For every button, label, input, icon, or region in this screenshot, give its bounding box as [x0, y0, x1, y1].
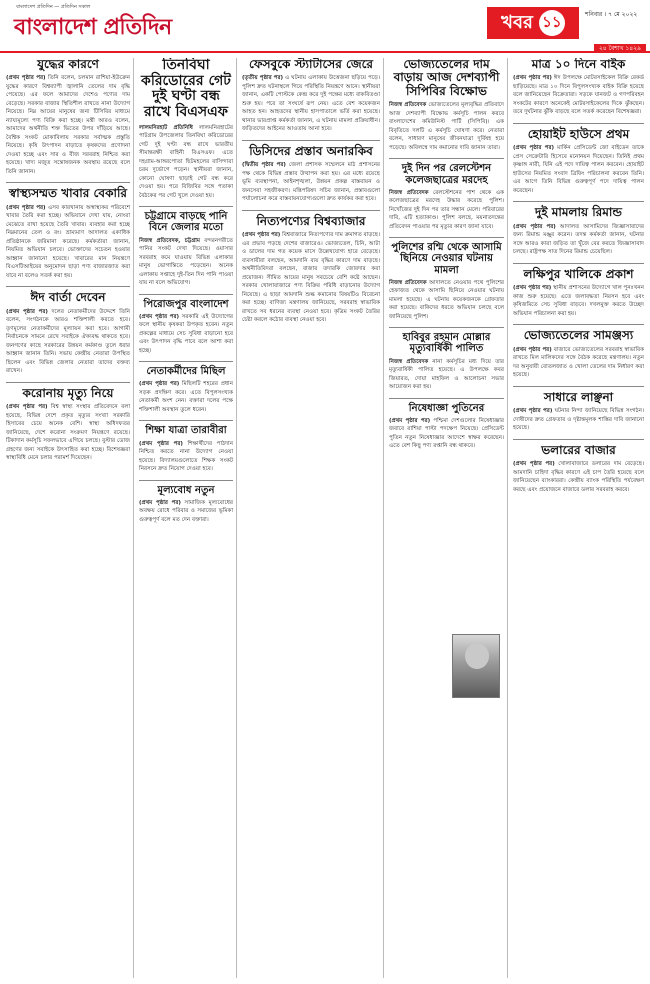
article-headline[interactable]: ঈদ বার্তা দেবেন — [30, 290, 106, 305]
article-headline[interactable]: নিষেধাজ্ঞা পুতিনের — [408, 402, 485, 414]
dateline: শনিবার । ৭ মে ২০২২ — [585, 11, 638, 18]
article-text: শিক্ষার্থীদের পাঠদান নিশ্চিত করতে নানা উদ্যোগ নেওয়া হয়েছে। বিদ্যালয়গুলোতে শিক্ষক সংকট নিরসনে দ্রুত নিয়োগ দেওয়া হবে। — [139, 440, 233, 473]
article-byline: (প্রথম পৃষ্ঠার পর) — [513, 145, 554, 152]
article-byline: নিজস্ব প্রতিবেদক — [389, 279, 427, 286]
article-byline: (প্রথম পৃষ্ঠার পর) — [513, 285, 552, 292]
article-headline[interactable]: হোয়াইট হাউসে প্রথম — [527, 126, 630, 141]
article-body — [513, 407, 644, 433]
article-body — [6, 204, 130, 281]
story-divider — [139, 480, 233, 481]
story-divider — [242, 140, 380, 141]
news-article[interactable] — [139, 299, 233, 356]
article-body — [513, 74, 644, 117]
article-headline[interactable]: নিত্যপণ্যের বিশ্বব্যাজার — [256, 213, 366, 228]
article-byline: (প্রথম পৃষ্ঠার পর) — [6, 75, 46, 82]
story-divider — [513, 201, 644, 202]
masthead — [0, 0, 650, 52]
article-headline[interactable]: মাত্র ১০ দিনে বাইক — [531, 58, 626, 71]
article-byline: (প্রথম পৃষ্ঠার পর) — [139, 313, 180, 320]
article-text: খোলাবাজারে ডলারের দাম বেড়েছে। আমদানি চাহিদা বৃদ্ধির কারণে এই চাপ তৈরি হয়েছে বলে জানিয়েছেন ব্যাংকাররা। কেন্দ্রীয় ব্যাংক পরিস্থিতি পর্যবেক্ষণ করছে এবং প্রয়োজনে বাজারে ডলার সরবরাহ করবে। — [513, 461, 644, 493]
story-divider — [389, 237, 504, 238]
article-headline[interactable]: সাধারে লাঞ্ছনা — [543, 389, 614, 404]
story-divider — [389, 158, 504, 159]
article-byline: (প্রথম পৃষ্ঠার পর) — [513, 223, 556, 230]
article-headline[interactable]: লক্ষিপুর খালিকে প্রকাশ — [523, 266, 634, 281]
article-byline: (তৃতীয় পৃষ্ঠার পর) — [242, 75, 284, 82]
story-divider — [242, 210, 380, 211]
news-article[interactable] — [513, 58, 644, 117]
article-body — [513, 144, 644, 195]
article-headline[interactable]: ভোজ্যতেলের সামঞ্জস্য — [523, 328, 634, 343]
news-article[interactable] — [6, 58, 130, 176]
article-body — [139, 124, 233, 201]
article-body — [242, 161, 380, 204]
article-body — [139, 237, 233, 288]
article-body — [389, 189, 504, 232]
news-article[interactable] — [139, 211, 233, 287]
article-headline[interactable]: যুদ্ধের কারণে — [37, 58, 99, 71]
article-body — [242, 231, 380, 325]
story-divider — [513, 324, 644, 325]
article-text: ভোজ্যতেলের মূল্যবৃদ্ধির প্রতিবাদে আজ দেশব্যাপী বিক্ষোভ কর্মসূচি পালন করবে বাংলাদেশের কমিউনিস্ট পার্টি (সিপিবি)। এক বিবৃতিতে দলটি এ কর্মসূচি ঘোষণা করে। নেতারা বলেন, সাধারণ মানুষের জীবনযাত্রা দুর্বিষহ হয়ে পড়েছে। অবিলম্বে দাম কমানোর দাবি জানান তারা। — [389, 102, 504, 151]
article-headline[interactable]: চট্টগ্রামে বাড়ছে পানি বিনে জেলার মতো — [144, 211, 228, 234]
article-body — [139, 380, 233, 414]
article-text: আদালতে নেওয়ার পথে পুলিশের হেফাজত থেকে আসামি ছিনিয়ে নেওয়ার ঘটনায় মামলা হয়েছে। এ ঘটনায় কয়েকজনকে গ্রেফতার করা হয়েছে। বাকিদের ধরতে অভিযান চলছে বলে জানিয়েছে পুলিশ। — [389, 279, 504, 320]
article-text: ঘটনার নিন্দা জানিয়েছে বিভিন্ন সংগঠন। দোষীদের দ্রুত গ্রেফতার ও দৃষ্টান্তমূলক শাস্তির দাবি জানানো হয়েছে। — [513, 408, 644, 432]
tagline: বাংলাদেশ প্রতিদিন — প্রতিদিন সকাল — [16, 4, 91, 10]
date-bar — [0, 44, 650, 53]
article-headline[interactable]: দুই মামলায় রিমান্ড — [535, 205, 622, 220]
article-body — [139, 313, 233, 356]
story-divider — [139, 206, 233, 207]
news-article[interactable] — [139, 366, 233, 414]
news-article[interactable] — [513, 206, 644, 256]
article-text: বাজারে ভোজ্যতেলের সরবরাহ স্বাভাবিক রাখতে মিল মালিকদের সঙ্গে বৈঠক করেছে মন্ত্রণালয়। নতুন দর অনুযায়ী বোতলজাত ও খোলা তেলের দাম নির্ধারণ করা হয়েছে। — [513, 346, 644, 379]
article-text: এ ঘটনায় এলাকায় উত্তেজনা ছড়িয়ে পড়ে। পুলিশ দ্রুত ঘটনাস্থলে গিয়ে পরিস্থিতি নিয়ন্ত্রণে আনে। স্থানীয়রা জানান, একটি পোস্টকে কেন্দ্র করে দুই পক্ষের মধ্যে বাকবিতণ্ডা শুরু হয়। পরে তা সংঘর্ষে রূপ নেয়। এতে বেশ কয়েকজন আহত হন। আহতদের স্থানীয় হাসপাতালে ভর্তি করা হয়েছে। থানার ভারপ্রাপ্ত কর্মকর্তা জানান, এ ঘটনায় মামলা প্রক্রিয়াধীন। জড়িতদের আইনের আওতায় আনা হবে। — [242, 75, 380, 133]
article-text: বিশ্ববাজারে নিত্যপণ্যের দাম ক্রমাগত বাড়ছে। এর প্রভাব পড়ছে দেশের বাজারেও। ভোজ্যতেল, চিনি, আটা ও ডালের দাম গত কয়েক মাসে উল্লেখযোগ্য হারে বেড়েছে। ব্যবসায়ীরা বলছেন, আমদানি ব্যয় বৃদ্ধির কারণে দাম বাড়ছে। অর্থনীতিবিদরা বলছেন, বাজার তদারকি জোরদার করা প্রয়োজন। সীমিত আয়ের মানুষ সবচেয়ে বেশি কষ্টে আছেন। সরকার খোলাবাজারে পণ্য বিক্রির পরিধি বাড়ানোর উদ্যোগ নিয়েছে। এ ছাড়া আমদানি শুল্ক কমানোর বিষয়টিও বিবেচনা করা হচ্ছে। বাণিজ্য মন্ত্রণালয় জানিয়েছে, সরবরাহ স্বাভাবিক রাখতে সব ধরনের ব্যবস্থা নেওয়া হবে। কৃত্রিম সংকট তৈরির চেষ্টা করলে কঠোর ব্যবস্থা নেওয়া হবে। — [242, 232, 380, 324]
news-article[interactable] — [513, 268, 644, 318]
news-article[interactable] — [139, 485, 233, 525]
news-article[interactable] — [139, 58, 233, 200]
article-byline: (প্রথম পৃষ্ঠার পর) — [242, 232, 281, 239]
column-4 — [389, 58, 504, 980]
news-article[interactable] — [242, 215, 380, 325]
article-byline: (প্রথম পৃষ্ঠার পর) — [6, 404, 48, 411]
article-byline: নিজস্ব প্রতিবেদক, চট্টগ্রাম — [139, 237, 200, 244]
story-divider — [6, 286, 130, 287]
article-text: রেলস্টেশনের পাশ থেকে এক কলেজছাত্রের মরদেহ উদ্ধার করেছে পুলিশ। নিখোঁজের দুই দিন পর তার সন্ধান মেলে। পরিবারের দাবি, এটি হত্যাকাণ্ড। পুলিশ বলছে, ময়নাতদন্তের প্রতিবেদন পাওয়ার পর মৃত্যুর কারণ জানা যাবে। — [389, 189, 504, 230]
footer — [0, 978, 650, 984]
news-article[interactable] — [6, 187, 130, 280]
column-2 — [139, 58, 233, 980]
column-rule — [507, 58, 508, 978]
column-rule — [383, 58, 384, 978]
article-byline: (প্রথম পৃষ্ঠার পর) — [6, 204, 46, 211]
article-body — [513, 284, 644, 318]
news-article[interactable] — [513, 444, 644, 494]
article-headline[interactable]: ভোজ্যতেলের দাম বাড়ায় আজ দেশব্যাপী সিপিবির বিক্ষোভ — [393, 58, 500, 98]
article-body — [389, 358, 504, 392]
article-byline: নিজস্ব প্রতিবেদক — [389, 189, 429, 196]
column-rule — [236, 58, 237, 978]
article-byline: (প্রথম পৃষ্ঠার পর) — [513, 75, 552, 82]
article-text: আদালত আসামিদের জিজ্ঞাসাবাদের জন্য রিমান্ড মঞ্জুর করেন। তদন্ত কর্মকর্তা জানান, ঘটনার সঙ্গে আরও কারা জড়িত তা খুঁজে বের করতে জিজ্ঞাসাবাদ চলছে। রাষ্ট্রপক্ষ সাত দিনের রিমান্ড চেয়েছিল। — [513, 223, 644, 256]
article-headline[interactable]: শিক্ষা যাত্রা তারাবীরা — [145, 425, 227, 437]
column-5 — [513, 58, 644, 980]
story-divider — [6, 182, 130, 183]
article-body — [389, 417, 504, 451]
article-text: দলের নেতাকর্মীদের উদ্দেশে তিনি বলেন, সংগঠনকে আরও শক্তিশালী করতে হবে। তৃণমূলের নেতাকর্মীদের মূল্যায়ন করা হবে। আগামী নির্বাচনকে সামনে রেখে সবাইকে ঐক্যবদ্ধ থাকতে হবে। জনগণের কাছে সরকারের উন্নয়ন কর্মকাণ্ড তুলে ধরার আহ্বান জানান তিনি। সভায় কেন্দ্রীয় নেতারা উপস্থিত ছিলেন এবং বিভিন্ন জেলার নেতারা তাদের বক্তব্য রাখেন। — [6, 308, 130, 375]
article-text: বন্দরনগরীতে পানির সংকট দেখা দিয়েছে। ওয়াসার সরবরাহ কমে যাওয়ায় বিভিন্ন এলাকার মানুষ ভোগান্তিতে পড়েছেন। অনেক এলাকায় সপ্তাহে দুই-তিন দিন পানি পাওয়া যায় না বলে অভিযোগ। — [139, 237, 233, 287]
news-article[interactable] — [242, 58, 380, 134]
column-3 — [242, 58, 380, 980]
article-byline: (প্রথম পৃষ্ঠার পর) — [389, 417, 431, 424]
article-byline: (প্রথম পৃষ্ঠার পর) — [513, 346, 552, 353]
news-article[interactable] — [389, 58, 504, 152]
article-text: পশ্চিমা দেশগুলোর নিষেধাজ্ঞার জবাবে রাশিয়া পাল্টা পদক্ষেপ নিয়েছে। প্রেসিডেন্ট পুতিন নতুন নিষেধাজ্ঞার আদেশে স্বাক্ষর করেছেন। এতে বেশ কিছু পণ্য রপ্তানি বন্ধ থাকবে। — [389, 417, 504, 450]
article-byline: (প্রথম পৃষ্ঠার পর) — [6, 308, 48, 315]
section-badge — [487, 7, 579, 39]
article-body — [139, 499, 233, 525]
column-rule — [133, 58, 134, 978]
article-byline: লালমনিরহাট প্রতিনিধি — [139, 124, 193, 131]
bengali-date: ২৪ বৈশাখ ১৪২৯ — [594, 44, 646, 53]
news-article[interactable] — [389, 242, 504, 321]
news-article[interactable] — [242, 145, 380, 204]
article-text: ঈদ উপলক্ষে মোটরসাইকেল বিক্রি রেকর্ড ছাড়িয়েছে। মাত্র ১০ দিনে বিপুলসংখ্যক বাইক বিক্রি হয়েছে বলে জানিয়েছেন বিক্রেতারা। সড়কে যানজট ও গণপরিবহন সংকটের কারণে অনেকেই মোটরসাইকেলের দিকে ঝুঁকছেন। তবে দুর্ঘটনার ঝুঁকি বাড়ছে বলে সতর্ক করেছেন বিশেষজ্ঞরা। — [513, 75, 644, 116]
article-body — [513, 460, 644, 494]
article-byline: (প্রথম পৃষ্ঠার পর) — [139, 440, 183, 447]
column-1 — [6, 58, 130, 980]
article-byline: (প্রথম পৃষ্ঠার পর) — [139, 381, 180, 388]
article-headline[interactable]: দুই দিন পর রেলস্টেশন কলেজছাত্রের মরদেহ — [401, 163, 492, 186]
page-number: ১১ — [539, 10, 565, 36]
section-name: খবর — [501, 11, 533, 33]
story-divider — [139, 420, 233, 421]
article-text: মিছিলটি শহরের প্রধান সড়ক প্রদক্ষিণ করে। এতে বিপুলসংখ্যক নেতাকর্মী অংশ নেন। বক্তারা দলের পক্ষে শক্তিশালী অবস্থান তুলে ধরেন। — [139, 381, 233, 413]
article-body — [242, 74, 380, 134]
article-text: সরকারি এই উদ্যোগের ফলে স্থানীয় কৃষকরা উপকৃত হবেন। নতুন প্রকল্পের মাধ্যমে সেচ সুবিধা বাড়ানো হবে এবং উৎপাদন বৃদ্ধি পাবে বলে আশা করা হচ্ছে। — [139, 313, 233, 354]
story-divider — [6, 382, 130, 383]
article-byline: (প্রথম পৃষ্ঠার পর) — [513, 461, 555, 468]
news-article[interactable] — [513, 128, 644, 195]
article-text: মার্কিন প্রেসিডেন্ট জো বাইডেন তাকে প্রেস সেক্রেটারি হিসেবে মনোনয়ন দিয়েছেন। তিনিই প্রথম কৃষ্ণাঙ্গ নারী, যিনি এই পদে দায়িত্ব পালন করবেন। হোয়াইট হাউসের নিয়মিত সংবাদ ব্রিফিং পরিচালনা করবেন তিনি। এর আগে তিনি বিভিন্ন গুরুত্বপূর্ণ পদে দায়িত্ব পালন করেছেন। — [513, 145, 644, 194]
article-headline[interactable]: পিরোজপুর বাংলাদেশ — [143, 298, 229, 310]
news-article[interactable] — [513, 391, 644, 433]
story-divider — [139, 294, 233, 295]
portrait-photo — [452, 634, 500, 698]
article-text: নানা কর্মসূচির মধ্য দিয়ে তার মৃত্যুবার্ষিকী পালিত হয়েছে। এ উপলক্ষে কবর জিয়ারত, দোয়া মাহফিল ও আলোচনা সভার আয়োজন করা হয়। — [389, 358, 504, 391]
article-byline: নিজস্ব প্রতিবেদক — [389, 102, 427, 109]
article-byline: (দ্বিতীয় পৃষ্ঠার পর) — [242, 162, 286, 169]
story-divider — [389, 327, 504, 328]
news-article[interactable] — [389, 332, 504, 391]
story-divider — [389, 398, 504, 399]
article-headline[interactable]: করোনায় মৃত্যু নিয়ে — [22, 385, 114, 400]
story-divider — [513, 123, 644, 124]
article-body — [6, 308, 130, 376]
article-text: সামাজিক মূল্যবোধের অবক্ষয় রোধে পরিবার ও সমাজের ভূমিকা গুরুত্বপূর্ণ বলে মত দেন বক্তারা। — [139, 499, 233, 523]
article-headline[interactable]: স্বাস্থ্যসম্মত খাবার বেকারি — [9, 186, 127, 201]
story-divider — [139, 361, 233, 362]
article-body — [6, 403, 130, 463]
news-article[interactable] — [6, 291, 130, 375]
article-body — [513, 223, 644, 257]
article-headline[interactable]: তিনবিঘা করিডোরের গেট দুই ঘণ্টা বন্ধ রাখে বিএসএফ — [141, 58, 231, 121]
story-divider — [513, 263, 644, 264]
article-text: জেলা প্রশাসক সম্মেলনে মাঠ প্রশাসনের পক্ষ থেকে বিভিন্ন প্রস্তাব উত্থাপন করা হয়। এর মধ্যে রয়েছে ভূমি ব্যবস্থাপনা, আইনশৃঙ্খলা, উন্নয়ন প্রকল্প বাস্তবায়ন ও জনসেবা সহজীকরণ। মন্ত্রিপরিষদ সচিব জানান, প্রস্তাবগুলো পর্যালোচনা করে বাস্তবায়নযোগ্যগুলো দ্রুত কার্যকর করা হবে। — [242, 162, 380, 203]
article-text: লালমনিরহাটের পাটগ্রাম উপজেলার তিনবিঘা করিডোরের গেট দুই ঘণ্টা বন্ধ রাখে ভারতীয় সীমান্তরক্ষী বাহিনী বিএসএফ। এতে দহগ্রাম-আঙ্গরপোতা ছিটমহলের বাসিন্দারা চরম দুর্ভোগে পড়েন। স্থানীয়রা জানান, কোনো ঘোষণা ছাড়াই গেট বন্ধ করে দেওয়া হয়। পরে বিজিবির সঙ্গে পতাকা বৈঠকের পর গেট খুলে দেওয়া হয়। — [139, 124, 233, 199]
article-headline[interactable]: হাবিবুর রহমান মোল্লার মৃত্যুবার্ষিকী পালিত — [402, 332, 491, 355]
article-body — [389, 101, 504, 152]
article-headline[interactable]: ফেসবুকে স্ট্যাটাসের জেরে — [248, 58, 374, 71]
news-article[interactable] — [513, 329, 644, 379]
article-headline[interactable]: ডিসিদের প্রস্তাব অনারকিব — [249, 143, 373, 158]
article-byline: (প্রথম পৃষ্ঠার পর) — [513, 408, 553, 415]
article-text: বিশ্ব স্বাস্থ্য সংস্থার প্রতিবেদনে বলা হয়েছে, বিভিন্ন দেশে প্রকৃত মৃত্যুর সংখ্যা সরকারি হিসাবের চেয়ে অনেক বেশি। স্বাস্থ্য অধিদফতর জানিয়েছে, দেশে করোনা সংক্রমণ নিয়ন্ত্রণে রয়েছে। টিকাদান কর্মসূচি সফলভাবে এগিয়ে চলছে। বুস্টার ডোজ গ্রহণের জন্য সবাইকে উৎসাহিত করা হচ্ছে। বিশেষজ্ঞরা স্বাস্থ্যবিধি মেনে চলার পরামর্শ দিয়েছেন। — [6, 404, 130, 462]
article-headline[interactable]: ভলারের বাজার — [541, 442, 616, 457]
article-byline: (প্রথম পৃষ্ঠার পর) — [139, 499, 181, 506]
article-headline[interactable]: মূল্যবোধ নতুন — [157, 484, 215, 496]
article-headline[interactable]: নেতাকর্মীদের মিছিল — [146, 366, 226, 378]
article-byline: নিজস্ব প্রতিবেদক — [389, 358, 429, 365]
article-body — [513, 346, 644, 380]
article-text: এসব কারখানায় অস্বাস্থ্যকর পরিবেশে খাবার তৈরি করা হচ্ছে। অভিযানে দেখা যায়, নোংরা মেঝেতে রাখা হয়েছে তৈরি খাবার। ব্যবহার করা হচ্ছে নিম্নমানের তেল ও রং। ভ্রাম্যমাণ আদালত একাধিক প্রতিষ্ঠানকে জরিমানা করেছে। কর্মকর্তারা জানান, নিয়মিত অভিযান চলবে। ভোক্তাদের সচেতন হওয়ার আহ্বান জানানো হয়েছে। খাবারের মান নিয়ন্ত্রণে বিএসটিআইয়ের অনুমোদন ছাড়া পণ্য বাজারজাত করা যাবে না বলেও সতর্ক করা হয়। — [6, 204, 130, 279]
news-article[interactable] — [6, 387, 130, 463]
article-text: তিনি বলেন, চলমান রাশিয়া-ইউক্রেন যুদ্ধের কারণে বিশ্বব্যাপী জ্বালানি তেলের দাম বৃদ্ধি পেয়েছে। এর ফলে আমাদের দেশেও পণ্যের দাম বেড়েছে। সরকার বাজার স্থিতিশীল রাখতে নানা উদ্যোগ নিয়েছে। নিম্ন আয়ের মানুষের জন্য টিসিবির মাধ্যমে ন্যায্যমূল্যে পণ্য বিক্রি করা হচ্ছে। মন্ত্রী আরও বলেন, আমাদের অর্থনীতি শক্ত ভিতের উপর দাঁড়িয়ে আছে। বৈশ্বিক সংকট মোকাবিলায় সরকার সর্বাত্মক প্রস্তুতি নিয়েছে। কৃষি উৎপাদন বাড়াতে কৃষকদের প্রণোদনা দেওয়া হচ্ছে এবং সার ও বীজ সরবরাহ নিশ্চিত করা হয়েছে। খাদ্য মজুত সন্তোষজনক অবস্থায় রয়েছে বলে তিনি জানান। — [6, 75, 130, 175]
article-headline[interactable]: পুলিশের রশ্মি থেকে আসামি ছিনিয়ে নেওয়ার ঘটনায় মামলা — [391, 242, 502, 276]
article-body — [6, 74, 130, 176]
news-article[interactable] — [389, 163, 504, 231]
article-body — [139, 440, 233, 474]
news-article[interactable] — [389, 403, 504, 451]
news-article[interactable] — [139, 425, 233, 473]
story-divider — [513, 386, 644, 387]
article-text: স্থানীয় প্রশাসনের উদ্যোগে খাল পুনঃখনন কাজ শুরু হয়েছে। এতে জলাবদ্ধতা নিরসন হবে এবং কৃষিজমিতে সেচ সুবিধা বাড়বে। দখলমুক্ত করতে উচ্ছেদ অভিযান পরিচালনা করা হয়। — [513, 285, 644, 317]
story-divider — [513, 439, 644, 440]
newspaper-logo[interactable]: বাংলাদেশ প্রতিদিন — [14, 14, 172, 40]
article-body — [389, 279, 504, 322]
